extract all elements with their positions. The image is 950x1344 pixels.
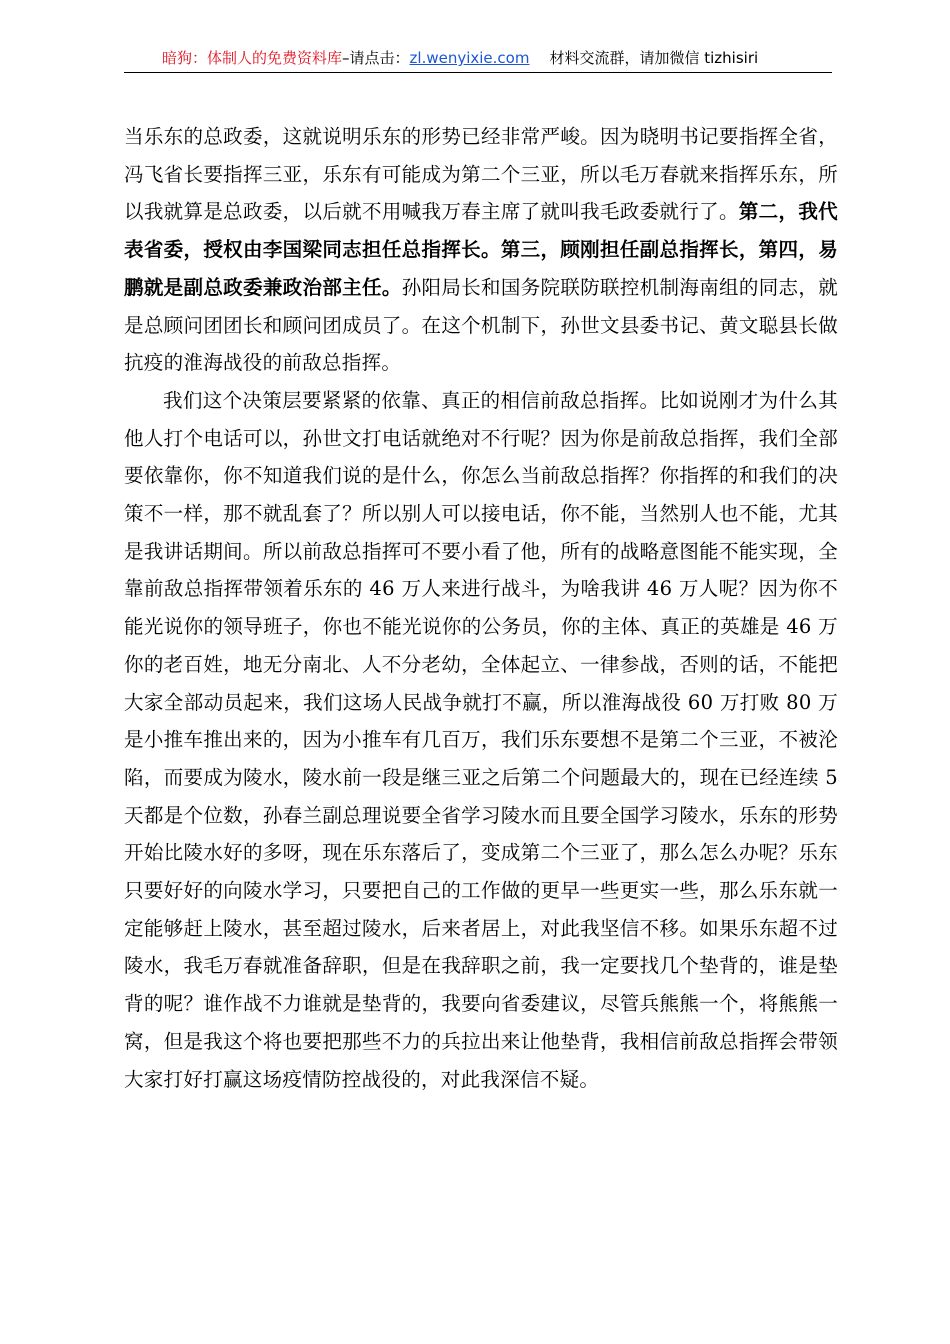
header-group-note: 材料交流群，请加微信 tizhisiri [549,49,759,67]
paragraph-2: 我们这个决策层要紧紧的依靠、真正的相信前敌总指挥。比如说刚才为什么其他人打个电话可以，孙世文打电话就绝对不行呢？因为你是前敌总指挥，我们全部要依靠你，你不知道我们说的是什么，你怎么当前敌总指挥？你指挥的和我们的决策不一样，那不就乱套了？所以别人可以接电话，你不能，当然别人也不能，尤其是我讲话期间。所以前敌总指挥可不要小看了他，所有的战略意图能不能实现，全靠前敌总指挥带领着乐东的 46 万人来进行战斗，为啥我讲 46 万人呢？因为你不能光说你的领导班子，你也不能光说你的公务员，你的主体、真正的英雄是 46 万你的老百姓，地无分南北、人不分老幼，全体起立、一律参战，否则的话，不能把大家全部动员起来，我们这场人民战争就打不赢，所以淮海战役 60 万打败 80 万是小推车推出来的，因为小推车有几百万，我们乐东要想不是第二个三亚，不被沦陷，而要成为陵水，陵水前一段是继三亚之后第二个问题最大的，现在已经连续 5 天都是个位数，孙春兰副总理说要全省学习陵水而且要全国学习陵水，乐东的形势开始比陵水好的多呀，现在乐东落后了，变成第二个三亚了，那么怎么办呢？乐东只要好好的向陵水学习，只要把自己的工作做的更早一些更实一些，那么乐东就一定能够赶上陵水，甚至超过陵水，后来者居上，对此我坚信不移。如果乐东超不过陵水，我毛万春就准备辞职，但是在我辞职之前，我一定要找几个垫背的，谁是垫背的呢？谁作战不力谁就是垫背的，我要向省委建议，尽管兵熊熊一个，将熊熊一窝，但是我这个将也要把那些不力的兵拉出来让他垫背，我相信前敌总指挥会带领大家打好打赢这场疫情防控战役的，对此我深信不疑。 [124,388,838,1091]
header-divider [124,72,832,73]
paragraph-1 [124,118,838,382]
paragraph-1-text-b: 孙阳局长和国务院联防联控机制海南组的同志，就是总顾问团团长和顾问团成员了。在这个机制下，孙世文县委书记、黄文聪县长做抗疫的淮海战役的前敌总指挥。 [124,275,839,375]
page-header [124,42,836,76]
paragraph-1-text-a: 当乐东的总政委，这就说明乐东的形势已经非常严峻。因为晓明书记要指挥全省，冯飞省长要指挥三亚，乐东有可能成为第二个三亚，所以毛万春就来指挥乐东，所以我就算是总政委，以后就不用喊我万春主席了就叫我毛政委就行了。 [124,125,838,224]
header-prompt: –请点击： [342,49,410,67]
header-brand: 暗狗：体制人的免费资料库 [162,49,343,67]
document-body [124,118,838,1098]
paragraph-1-bold: 第二，我代表省委，授权由李国梁同志担任总指挥长。第三，顾刚担任副总指挥长，第四，易鹏就是副总政委兼政治部主任。 [124,200,838,299]
header-link[interactable]: zl.wenyixie.com [409,49,530,67]
